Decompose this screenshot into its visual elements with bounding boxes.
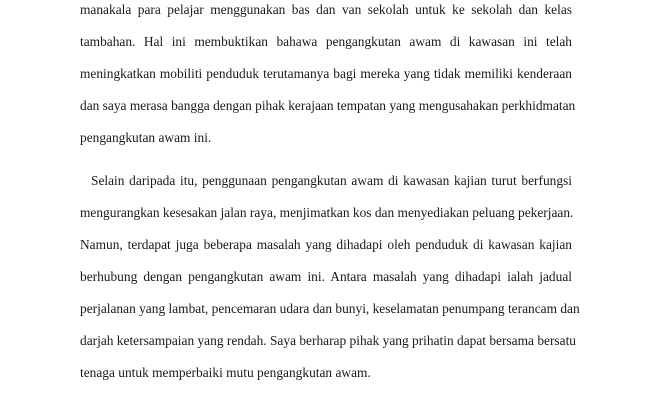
text-line: manakala para pelajar menggunakan bas dan van sekolah untuk ke sekolah dan kelas <box>80 2 572 17</box>
text-line: Namun, terdapat juga beberapa masalah yang dihadapi oleh penduduk di kawasan kajian <box>80 237 572 252</box>
text-line: dan saya merasa bangga dengan pihak kerajaan tempatan yang mengusahakan perkhidmatan <box>80 98 576 113</box>
text-line: berhubung dengan pengangkutan awam ini. Antara masalah yang dihadapi ialah jadual <box>80 269 572 284</box>
text-line: mengurangkan kesesakan jalan raya, menjimatkan kos dan menyediakan peluang pekerjaan. <box>80 205 574 220</box>
text-line: darjah ketersampaian yang rendah. Saya berharap pihak yang prihatin dapat bersama bersatu <box>80 333 576 348</box>
text-line: meningkatkan mobiliti penduduk terutamanya bagi mereka yang tidak memiliki kenderaan <box>80 66 572 81</box>
text-line: perjalanan yang lambat, pencemaran udara dan bunyi, keselamatan penumpang terancam dan <box>80 301 580 316</box>
text-line: tenaga untuk memperbaiki mutu pengangkutan awam. <box>80 365 371 380</box>
text-line: Selain daripada itu, penggunaan pengangkutan awam di kawasan kajian turut berfungsi <box>91 173 572 188</box>
text-line: tambahan. Hal ini membuktikan bahawa pengangkutan awam di kawasan ini telah <box>80 34 572 49</box>
text-line: pengangkutan awam ini. <box>80 130 212 145</box>
